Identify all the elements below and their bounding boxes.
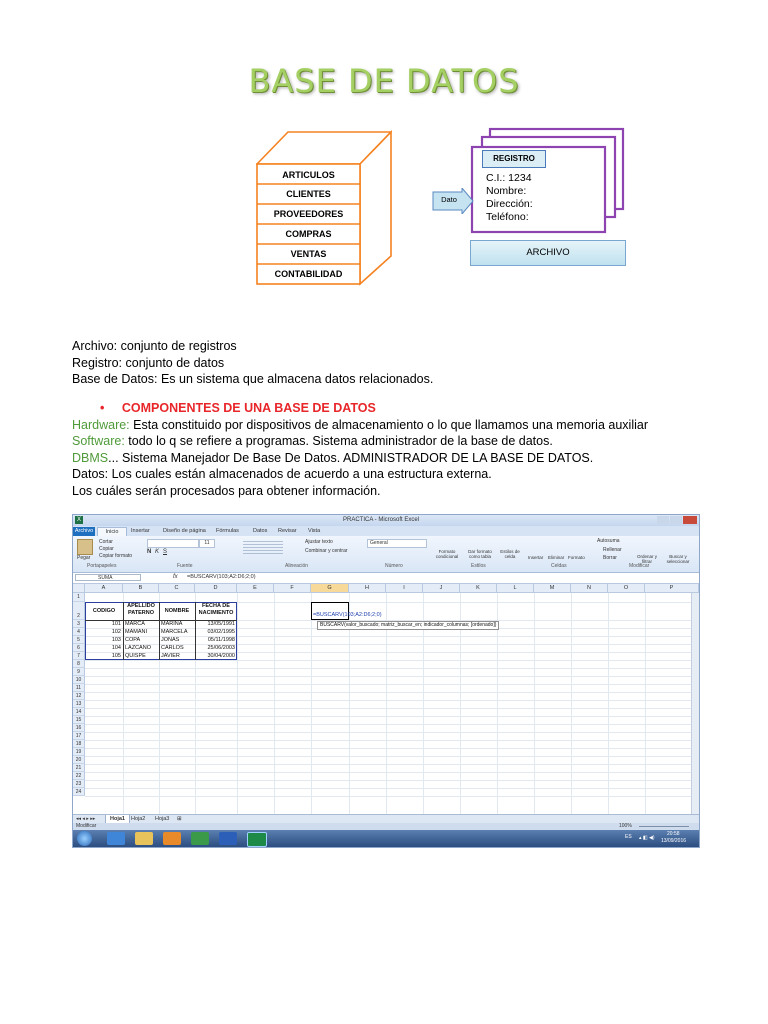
table-cell[interactable]: 05/11/1998 <box>207 637 235 643</box>
number-format-select[interactable]: General <box>367 539 427 548</box>
components-heading-row <box>72 400 712 417</box>
table-cell[interactable]: 103 <box>111 637 121 643</box>
copy-button[interactable]: Copiar <box>99 546 114 552</box>
table-cell[interactable]: 105 <box>111 653 121 659</box>
column-header[interactable]: A <box>85 584 123 593</box>
table-cell[interactable]: 03/02/1995 <box>207 629 235 635</box>
gridline <box>85 788 699 789</box>
minimize-icon[interactable] <box>657 516 669 524</box>
row-header[interactable]: 17 <box>73 732 85 740</box>
group-label-modificar: Modificar <box>629 563 650 569</box>
italic-button[interactable]: K <box>155 549 160 555</box>
bold-button[interactable]: N <box>147 549 152 555</box>
excel-taskbar-icon[interactable] <box>247 832 267 847</box>
gridline <box>85 684 699 685</box>
stack-item-contabilidad: CONTABILIDAD <box>274 269 343 279</box>
stack-item-ventas: VENTAS <box>290 249 327 259</box>
row-header[interactable]: 16 <box>73 724 85 732</box>
excel-screenshot <box>72 514 700 848</box>
row-header[interactable]: 13 <box>73 700 85 708</box>
row-header[interactable]: 19 <box>73 748 85 756</box>
gridline <box>85 780 699 781</box>
column-header[interactable]: F <box>274 584 311 593</box>
row-header[interactable]: 11 <box>73 684 85 692</box>
gridline <box>85 716 699 717</box>
stack-item-clientes: CLIENTES <box>286 189 331 199</box>
table-cell[interactable]: JAVIER <box>161 653 180 659</box>
formula-bar <box>73 573 699 584</box>
explorer-icon[interactable] <box>135 832 153 845</box>
table-header-fecha[interactable]: FECHA DE NACIMIENTO <box>198 603 234 616</box>
formula-input[interactable]: =BUSCARV(103;A2:D6;2;0) <box>187 574 256 580</box>
hardware-text: Esta constituido por dispositivos de almacenamiento o lo que llamamos una memoria auxiliar <box>129 417 648 432</box>
function-tooltip: BUSCARV(valor_buscado; matriz_buscar_en; indicador_columnas; [ordenado]) <box>317 621 499 630</box>
underline-button[interactable]: S <box>163 549 168 555</box>
app-green-icon[interactable] <box>191 832 209 845</box>
clock-time[interactable]: 20:58 <box>667 831 680 837</box>
column-header[interactable]: P <box>645 584 699 593</box>
new-sheet-icon[interactable]: ⊞ <box>177 816 182 822</box>
components-heading: COMPONENTES DE UNA BASE DE DATOS <box>121 401 376 415</box>
column-header[interactable]: I <box>386 584 423 593</box>
row-header[interactable]: 10 <box>73 676 85 684</box>
gridline <box>85 796 699 797</box>
merge-center-button[interactable]: Combinar y centrar <box>305 548 348 554</box>
tab-formulas[interactable]: Fórmulas <box>216 528 239 534</box>
definition-registro: Registro: conjunto de datos <box>72 355 225 370</box>
table-cell[interactable]: 30/04/2000 <box>207 653 235 659</box>
hardware-term: Hardware: <box>72 417 130 432</box>
table-cell[interactable]: MARINA <box>161 621 183 627</box>
table-cell[interactable]: 25/06/2003 <box>207 645 235 651</box>
record-field-ci: C.I.: 1234 <box>486 172 532 184</box>
ie-icon[interactable] <box>107 832 125 845</box>
gridline <box>85 772 699 773</box>
window-controls <box>657 516 697 524</box>
row-header[interactable]: 9 <box>73 668 85 676</box>
row-header[interactable]: 15 <box>73 716 85 724</box>
tab-inicio[interactable]: Inicio <box>97 527 127 537</box>
sheet-tab-hoja3[interactable]: Hoja3 <box>155 816 170 822</box>
registro-label: REGISTRO <box>482 150 546 168</box>
row-header[interactable]: 3 <box>73 620 85 628</box>
clock-date[interactable]: 13/09/2016 <box>661 838 687 844</box>
group-label-portapapeles: Portapapeles <box>87 563 117 569</box>
wrap-text-button[interactable]: Ajustar texto <box>305 539 333 545</box>
sort-filter-button[interactable]: Ordenar y filtrar <box>636 554 657 564</box>
dbms-text: ... Sistema Manejador De Base De Datos. ADMINISTRADOR DE LA BASE DE DATOS. <box>108 450 594 465</box>
definition-archivo: Archivo: conjunto de registros <box>72 339 237 353</box>
table-header-codigo[interactable]: CODIGO <box>92 608 116 614</box>
vertical-scrollbar[interactable] <box>691 593 699 814</box>
row-header[interactable]: 4 <box>73 628 85 636</box>
table-header-nombre[interactable]: NOMBRE <box>164 608 190 614</box>
definitions-block <box>72 338 692 388</box>
gridline <box>85 740 699 741</box>
font-name-select[interactable] <box>147 539 199 548</box>
software-line <box>72 433 712 450</box>
find-select-button[interactable]: Buscar y seleccionar <box>666 554 690 564</box>
gridline <box>85 676 699 677</box>
tab-datos[interactable]: Datos <box>253 528 268 534</box>
ribbon-tabs <box>73 526 699 536</box>
font-size-select[interactable]: 11 <box>199 539 215 548</box>
hardware-line <box>72 417 712 434</box>
align-buttons[interactable] <box>243 541 283 555</box>
tab-vista[interactable]: Vista <box>308 528 321 534</box>
gridline <box>85 732 699 733</box>
column-header[interactable]: O <box>608 584 645 593</box>
tab-archivo[interactable]: Archivo <box>74 528 94 534</box>
components-block <box>72 400 712 499</box>
tray-icons[interactable]: ▴ ◧ ◀) <box>639 835 655 841</box>
excel-app-icon: X <box>76 517 81 523</box>
column-header[interactable]: M <box>534 584 571 593</box>
software-term: Software: <box>72 434 125 448</box>
fill-button[interactable]: Rellenar <box>603 547 622 553</box>
ribbon <box>73 536 699 573</box>
table-cell[interactable]: JONAS <box>161 637 180 643</box>
autosum-button[interactable]: Autosuma <box>597 538 620 544</box>
format-cells-button[interactable]: Formato <box>568 555 585 560</box>
table-cell[interactable]: QUISPE <box>125 653 146 659</box>
row-header[interactable]: 2 <box>73 602 85 620</box>
column-header[interactable]: B <box>123 584 159 593</box>
datos-line: Datos: Los cuales están almacenados de acuerdo a una estructura externa. <box>72 467 492 481</box>
column-header[interactable]: J <box>423 584 460 593</box>
page-title: BASE DE DATOS <box>248 62 520 100</box>
clear-button[interactable]: Borrar <box>603 555 617 561</box>
record-field-direccion: Dirección: <box>486 198 533 210</box>
group-label-numero: Número <box>385 563 403 569</box>
row-header[interactable]: 8 <box>73 660 85 668</box>
excel-window-title: PRACTICA - Microsoft Excel <box>343 517 420 523</box>
row-header[interactable]: 24 <box>73 788 85 796</box>
table-cell[interactable]: CARLOS <box>161 645 184 651</box>
zoom-level[interactable]: 100% <box>619 823 632 829</box>
gridline <box>85 668 699 669</box>
excel-titlebar <box>73 515 699 526</box>
group-label-estilos: Estilos <box>471 563 486 569</box>
gridline <box>85 764 699 765</box>
procesados-line: Los cuáles serán procesados para obtener información. <box>72 483 381 498</box>
spreadsheet-grid[interactable] <box>73 584 699 814</box>
column-header[interactable]: K <box>460 584 497 593</box>
table-cell[interactable]: 102 <box>111 629 121 635</box>
paste-button[interactable]: Pegar <box>77 555 91 561</box>
row-header[interactable]: 14 <box>73 708 85 716</box>
table-cell[interactable]: MARCELA <box>161 629 188 635</box>
row-header[interactable]: 22 <box>73 772 85 780</box>
maximize-icon[interactable] <box>670 516 682 524</box>
cell-styles-button[interactable]: Estilos de celda <box>500 549 520 559</box>
delete-cells-button[interactable]: Eliminar <box>548 555 565 560</box>
stack-item-articulos: ARTICULOS <box>282 170 335 180</box>
status-bar <box>73 823 699 830</box>
media-player-icon[interactable] <box>163 832 181 845</box>
archivo-box <box>470 240 626 266</box>
column-header[interactable]: E <box>237 584 274 593</box>
tab-diseno[interactable]: Diseño de página <box>163 528 206 534</box>
corner-cell[interactable] <box>73 584 85 593</box>
start-button-icon[interactable] <box>77 831 92 846</box>
word-icon[interactable] <box>219 832 237 845</box>
group-label-celdas: Celdas <box>551 563 567 569</box>
copy-format-button[interactable]: Copiar formato <box>99 553 133 559</box>
table-cell[interactable]: LAZCANO <box>125 645 151 651</box>
table-cell[interactable]: 104 <box>111 645 121 651</box>
dbms-line <box>72 450 712 467</box>
row-header[interactable]: 7 <box>73 652 85 660</box>
column-header[interactable]: L <box>497 584 534 593</box>
record-field-telefono: Teléfono: <box>486 211 529 223</box>
tab-insertar[interactable]: Insertar <box>131 528 150 534</box>
insert-cells-button[interactable]: Insertar <box>528 555 544 560</box>
row-header[interactable]: 21 <box>73 764 85 772</box>
cond-format-button[interactable]: Formato condicional <box>435 549 459 559</box>
column-header[interactable]: D <box>195 584 237 593</box>
gridline <box>85 708 699 709</box>
sheet-nav-icon[interactable]: ◂◂ ◂ ▸ ▸▸ <box>76 816 96 822</box>
close-icon[interactable] <box>683 516 697 524</box>
gridline <box>85 748 699 749</box>
row-header[interactable]: 5 <box>73 636 85 644</box>
tab-revisar[interactable]: Revisar <box>278 528 297 534</box>
bullet-icon: • <box>100 401 105 415</box>
table-cell[interactable]: 13/05/1991 <box>207 621 235 627</box>
table-cell[interactable]: MAMANI <box>125 629 147 635</box>
fx-icon: fx <box>173 574 178 580</box>
column-header[interactable]: H <box>349 584 386 593</box>
database-stack-diagram <box>256 128 392 288</box>
gridline <box>85 724 699 725</box>
file-record-diagram <box>432 126 632 270</box>
gridline <box>85 700 699 701</box>
gridline <box>85 660 699 661</box>
row-header[interactable]: 1 <box>73 593 85 602</box>
row-header[interactable]: 18 <box>73 740 85 748</box>
status-mode: Modificar <box>76 823 97 829</box>
gridline <box>85 756 699 757</box>
group-label-alineacion: Alineación <box>285 563 309 569</box>
row-header[interactable]: 23 <box>73 780 85 788</box>
sheet-tab-hoja1[interactable]: Hoja1 <box>105 815 130 824</box>
row-header[interactable]: 6 <box>73 644 85 652</box>
column-header[interactable]: C <box>159 584 195 593</box>
name-box[interactable]: SUMA <box>75 574 141 581</box>
dbms-term: DBMS <box>72 450 109 465</box>
table-cell[interactable]: COPA <box>125 637 141 643</box>
definition-base-de-datos: Base de Datos: Es un sistema que almacena datos relacionados. <box>72 372 434 386</box>
sheet-tab-hoja2[interactable]: Hoja2 <box>131 816 146 822</box>
table-cell[interactable]: MARCA <box>125 621 145 627</box>
active-cell-formula[interactable]: =BUSCARV(103;A2:D6;2;0) <box>313 612 382 618</box>
zoom-slider[interactable] <box>639 826 689 827</box>
record-cards <box>432 126 632 236</box>
cut-button[interactable]: Cortar <box>99 539 113 545</box>
gridline <box>85 692 699 693</box>
paste-icon[interactable] <box>77 539 93 555</box>
group-label-fuente: Fuente <box>177 563 193 569</box>
software-text: todo lo q se refiere a programas. Sistema administrador de la base de datos. <box>124 434 553 448</box>
windows-taskbar <box>73 830 699 847</box>
stack-item-proveedores: PROVEEDORES <box>273 209 344 219</box>
row-header[interactable]: 12 <box>73 692 85 700</box>
row-header[interactable]: 20 <box>73 756 85 764</box>
record-field-nombre: Nombre: <box>486 185 527 197</box>
table-header-apellido[interactable]: APELLIDO PATERNO <box>127 603 155 616</box>
language-indicator[interactable]: ES <box>625 834 632 840</box>
column-header[interactable]: G <box>311 584 349 593</box>
dato-label: Dato <box>441 195 457 204</box>
stack-item-compras: COMPRAS <box>285 229 332 239</box>
archivo-label: ARCHIVO <box>526 247 570 258</box>
table-cell[interactable]: 101 <box>111 621 121 627</box>
table-format-button[interactable]: Dar formato como tabla <box>468 549 492 559</box>
column-header[interactable]: N <box>571 584 608 593</box>
